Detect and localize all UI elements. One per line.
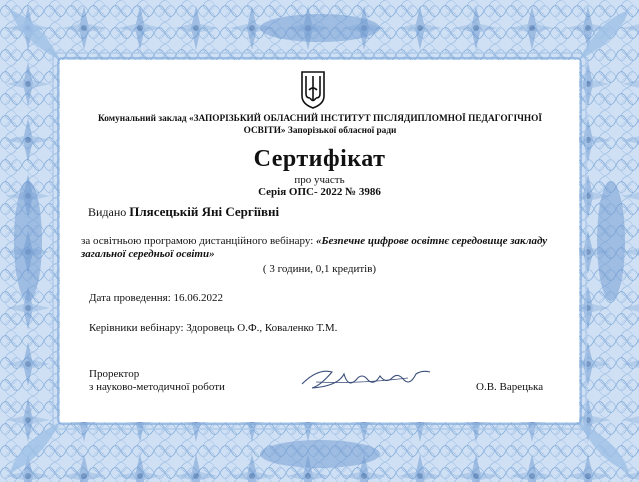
program-credits: ( 3 години, 0,1 кредитів) — [262, 263, 377, 275]
institute-header — [95, 113, 545, 137]
certificate-title: Сертифікат — [253, 146, 386, 172]
issued-to — [88, 204, 279, 220]
event-date: Дата проведення: 16.06.2022 — [89, 292, 224, 304]
issued-label: Видано — [88, 205, 127, 219]
institute-name: «ЗАПОРІЗЬКИЙ ОБЛАСНИЙ ІНСТИТУТ ПІСЛЯДИПЛОМНОЇ ПЕДАГОГІЧНОЇ ОСВІТИ» — [188, 114, 543, 136]
program-description — [81, 235, 551, 261]
certificate-series: Серія ОПС- 2022 № 3986 — [258, 186, 381, 198]
institute-suffix: Запорізької обласної ради — [287, 126, 397, 136]
recipient-name: Плясецькій Яні Сергіївні — [129, 204, 280, 219]
program-name: «Безпечне цифрове освітнє середовище закладу загальної середньої освіти» — [81, 235, 548, 260]
program-text: за освітньою програмою дистанційного вебінару: — [81, 235, 317, 247]
signatory-position-line1: Проректор — [89, 368, 140, 380]
signatory-position-line2: з науково-методичної роботи — [89, 381, 225, 393]
webinar-leaders: Керівники вебінару: Здоровець О.Ф., Коваленко Т.М. — [89, 322, 338, 334]
signatory-name: О.В. Варецька — [476, 381, 544, 393]
certificate-subtitle: про участь — [294, 174, 345, 186]
ukraine-trident-icon — [300, 70, 326, 110]
handwritten-signature — [298, 362, 434, 392]
institute-prefix: Комунальний заклад — [97, 114, 187, 124]
